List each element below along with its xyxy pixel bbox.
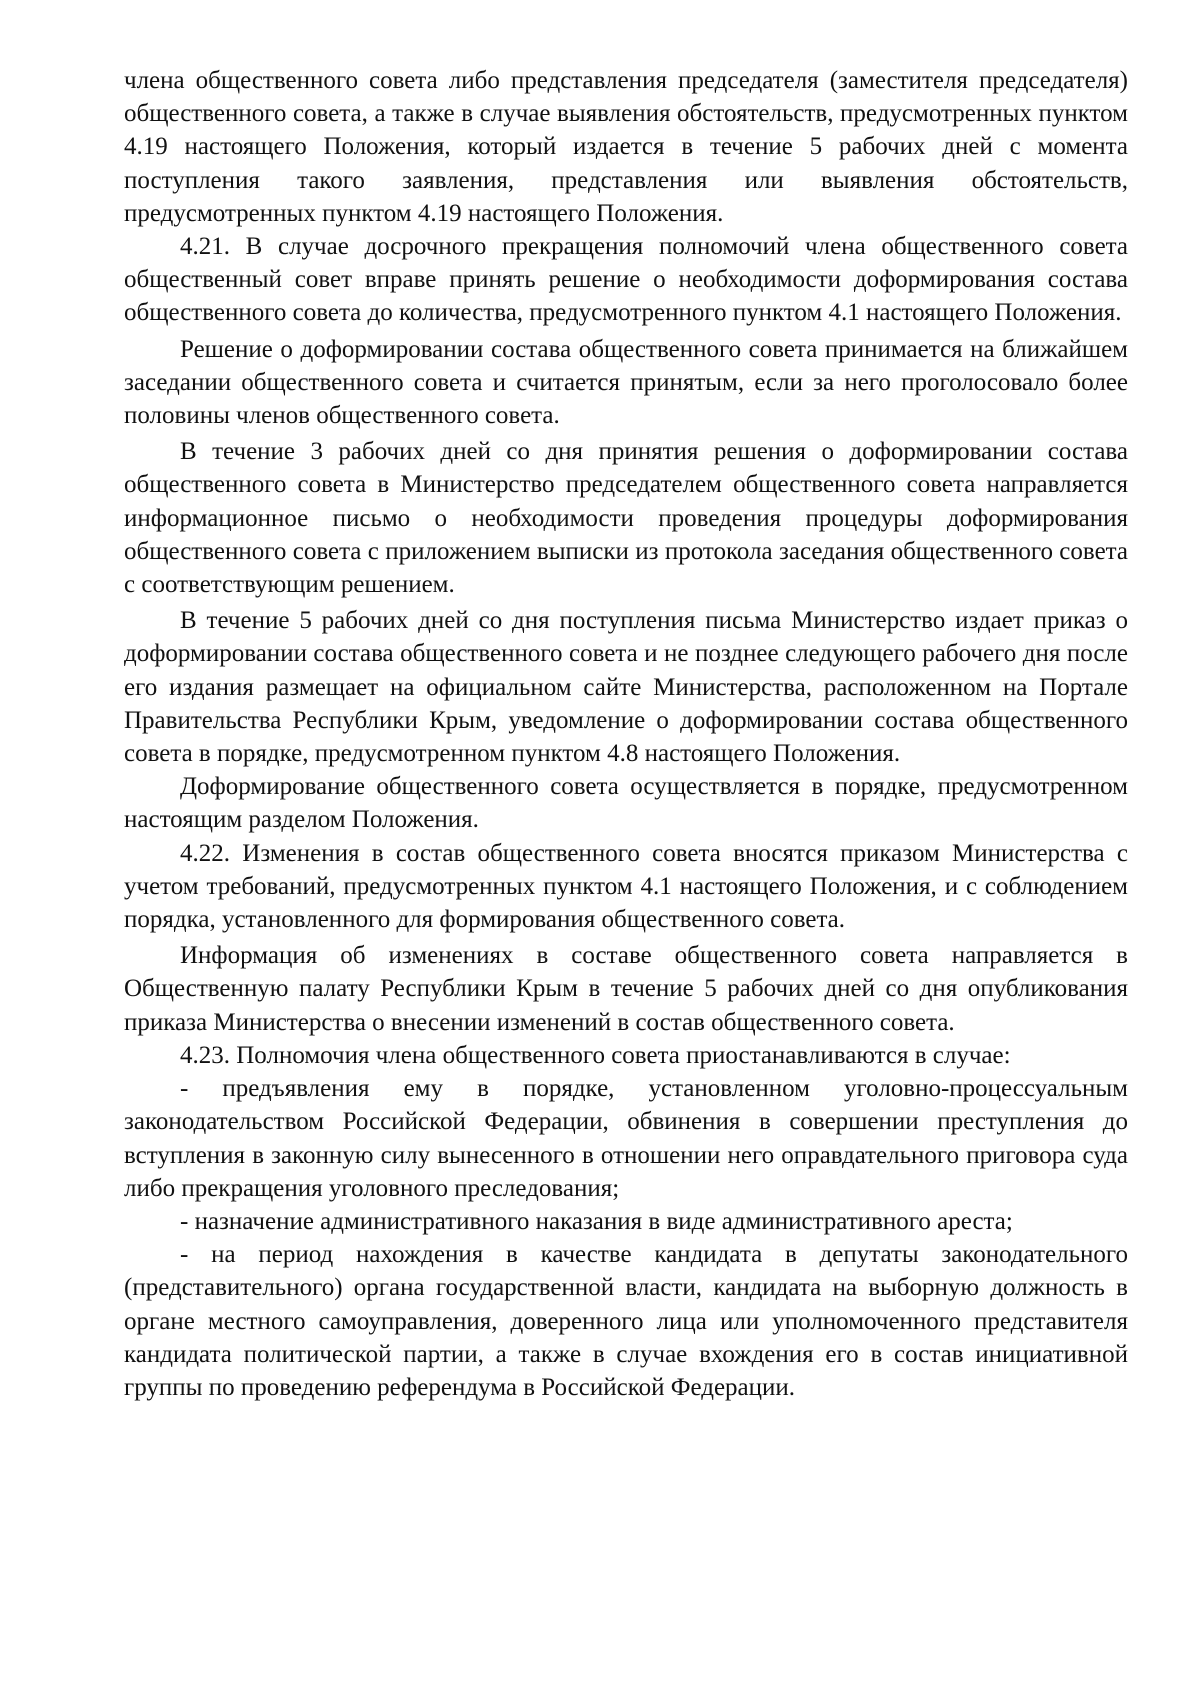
list-item-arrest: - назначение административного наказания в виде административного ареста; [180,1207,1013,1235]
paragraph-info-letter: В течение 3 рабочих дней со дня принятия решения о доформировании состава общественного совета в Министерство председателем общественного совета направляется информационное письмо о необходимости проведения процедуры доформирования общественного совета с приложением выписки из протокола заседания общественного совета с соответствующим решением. [124,438,1128,599]
list-item-candidate: - на период нахождения в качестве кандидата в депутаты законодательного (представительного) органа государственной власти, кандидата на выборную должность в органе местного самоуправления, доверенного лица или уполномоченного представителя кандидата политической партии, а также в случае вхождения его в состав инициативной группы по проведению референдума в Российской Федерации. [124,1241,1128,1401]
paragraph-continuation: члена общественного совета либо представления председателя (заместителя председателя) общественного совета, а также в случае выявления обстоятельств, предусмотренных пунктом 4.19 настоящего Положения, который издается в течение 5 рабочих дней с момента поступления такого заявления, представления или выявления обстоятельств, предусмотренных пунктом 4.19 настоящего Положения. [124,67,1128,227]
paragraph-decision: Решение о доформировании состава общественного совета принимается на ближайшем заседании общественного совета и считается принятым, если за него проголосовало более половины членов общественного совета. [124,335,1128,430]
paragraph-4-22: 4.22. Изменения в состав общественного совета вносятся приказом Министерства с учетом требований, предусмотренных пунктом 4.1 настоящего Положения, и с соблюдением порядка, установленного для формирования общественного совета. [124,839,1128,934]
document-body [124,64,1128,1404]
list-item-charge: - предъявления ему в порядке, установленном уголовно-процессуальным законодательством Российской Федерации, обвинения в совершении преступления до вступления в законную силу вынесенного в отношении него оправдательного приговора суда либо прекращения уголовного преследования; [124,1075,1128,1202]
paragraph-additional-formation: Доформирование общественного совета осуществляется в порядке, предусмотренном настоящим разделом Положения. [124,773,1128,834]
paragraph-4-23: 4.23. Полномочия члена общественного совета приостанавливаются в случае: [180,1041,1011,1069]
paragraph-4-21: 4.21. В случае досрочного прекращения полномочий члена общественного совета общественный совет вправе принять решение о необходимости доформирования состава общественного совета до количества, предусмотренного пунктом 4.1 настоящего Положения. [124,233,1128,327]
paragraph-order: В течение 5 рабочих дней со дня поступления письма Министерство издает приказ о доформировании состава общественного совета и не позднее следующего рабочего дня после его издания размещает на официальном сайте Министерства, расположенном на Портале Правительства Республики Крым, уведомление о доформировании состава общественного совета в порядке, предусмотренном пунктом 4.8 настоящего Положения. [124,607,1128,768]
paragraph-changes-info: Информация об изменениях в составе общественного совета направляется в Общественную палату Республики Крым в течение 5 рабочих дней со дня опубликования приказа Министерства о внесении изменений в состав общественного совета. [124,942,1128,1036]
